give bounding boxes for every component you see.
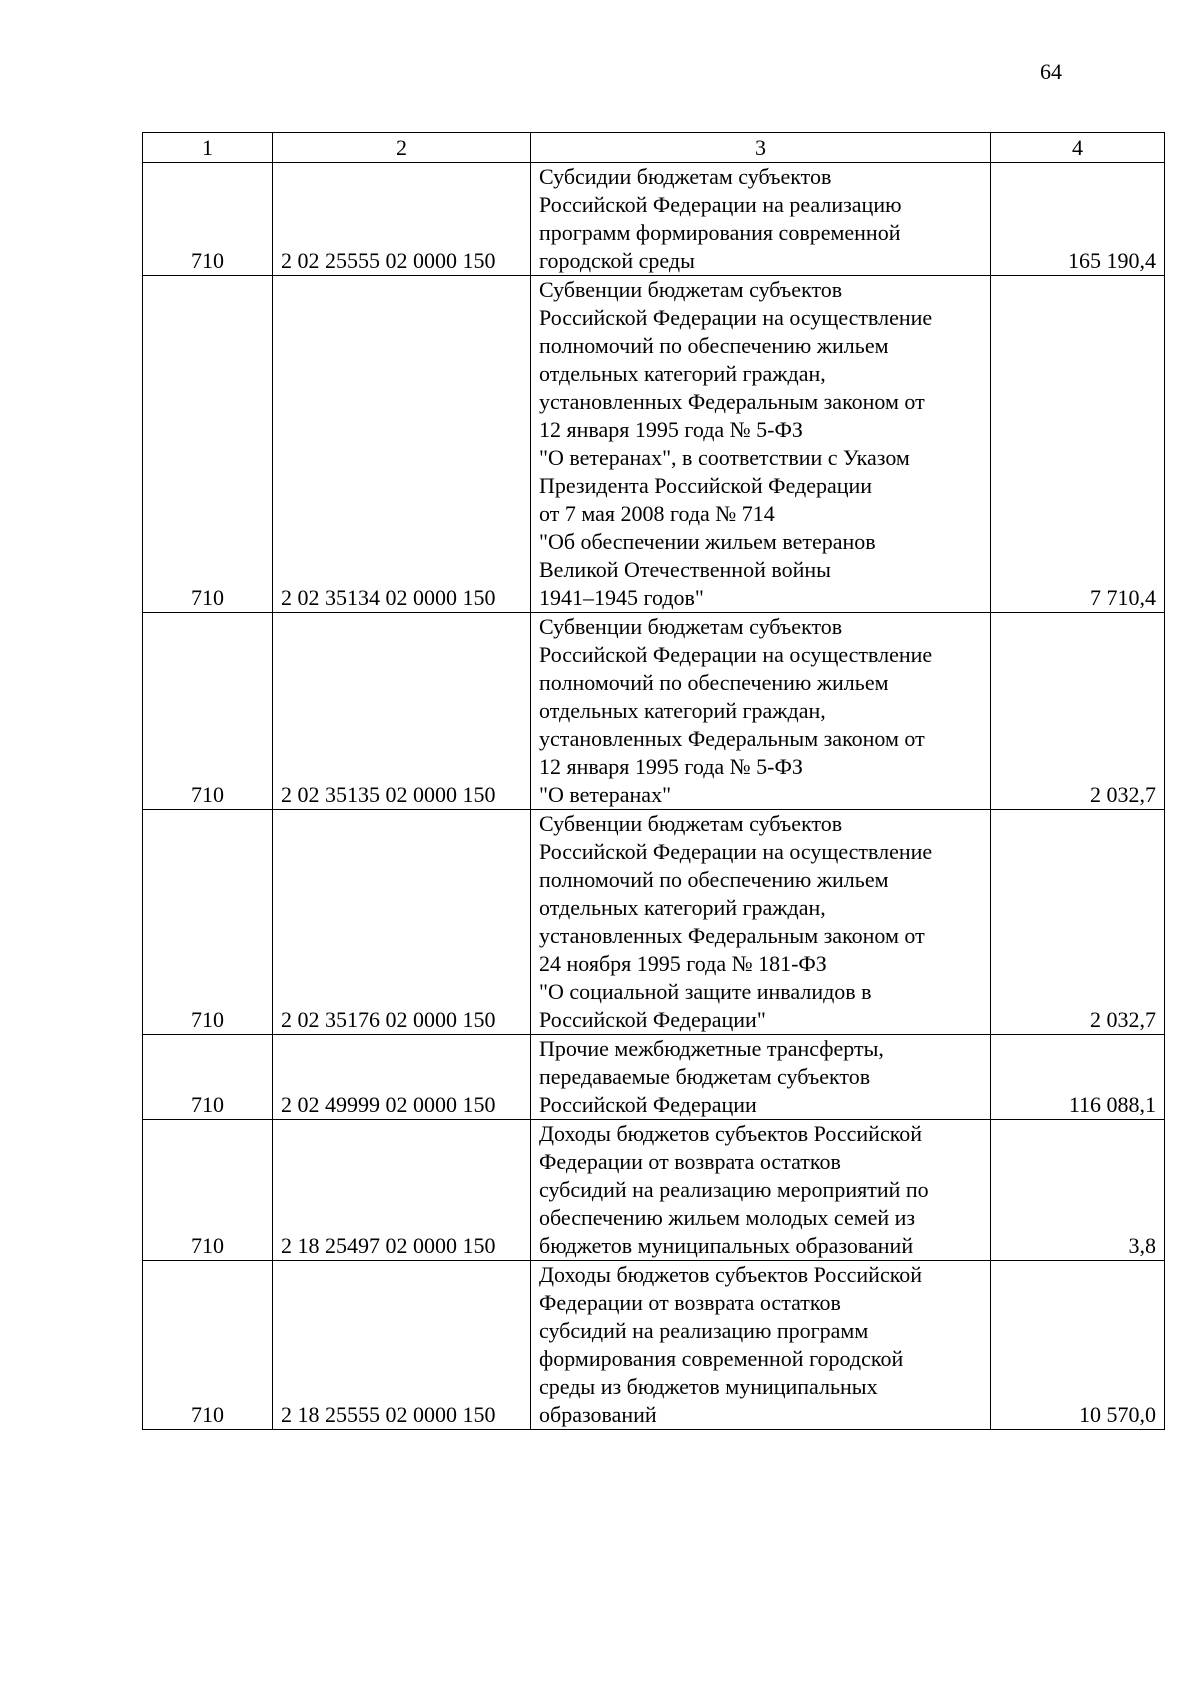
admin-code-cell: 710 [143, 276, 273, 613]
description-cell: Субвенции бюджетам субъектов Российской Федерации на осуществление полномочий по обеспечению жильем отдельных категорий граждан, установленных Федеральным законом от 12 января 1995 года № 5-ФЗ "О ветеранах" [531, 613, 991, 810]
admin-code-cell: 710 [143, 1261, 273, 1430]
page-number: 64 [1040, 59, 1062, 84]
column-header-4: 4 [991, 133, 1165, 163]
table-row [143, 1261, 1165, 1430]
revenue-code-cell: 2 02 49999 02 0000 150 [273, 1035, 531, 1120]
description-cell: Субвенции бюджетам субъектов Российской Федерации на осуществление полномочий по обеспечению жильем отдельных категорий граждан, установленных Федеральным законом от 24 ноября 1995 года № 181-ФЗ "О социальной защите инвалидов в Российской Федерации" [531, 810, 991, 1035]
table-body [143, 163, 1165, 1430]
revenue-code-cell: 2 02 35135 02 0000 150 [273, 613, 531, 810]
column-header-3: 3 [531, 133, 991, 163]
table-row [143, 1120, 1165, 1261]
amount-cell: 2 032,7 [991, 613, 1165, 810]
amount-cell: 165 190,4 [991, 163, 1165, 276]
description-cell: Субсидии бюджетам субъектов Российской Федерации на реализацию программ формирования современной городской среды [531, 163, 991, 276]
revenue-code-cell: 2 02 35134 02 0000 150 [273, 276, 531, 613]
description-cell: Субвенции бюджетам субъектов Российской Федерации на осуществление полномочий по обеспечению жильем отдельных категорий граждан, установленных Федеральным законом от 12 января 1995 года № 5-ФЗ "О ветеранах", в соответствии с Указом Президента Российской Федерации от 7 мая 2008 года № 714 "Об обеспечении жильем ветеранов Великой Отечественной войны 1941–1945 годов" [531, 276, 991, 613]
revenue-table [142, 132, 1165, 1430]
admin-code-cell: 710 [143, 810, 273, 1035]
description-cell: Доходы бюджетов субъектов Российской Федерации от возврата остатков субсидий на реализацию программ формирования современной городской среды из бюджетов муниципальных образований [531, 1261, 991, 1430]
amount-cell: 2 032,7 [991, 810, 1165, 1035]
admin-code-cell: 710 [143, 613, 273, 810]
amount-cell: 116 088,1 [991, 1035, 1165, 1120]
column-header-1: 1 [143, 133, 273, 163]
table-row [143, 163, 1165, 276]
admin-code-cell: 710 [143, 1120, 273, 1261]
table-row [143, 276, 1165, 613]
header-row [143, 133, 1165, 163]
table-row [143, 613, 1165, 810]
description-cell: Доходы бюджетов субъектов Российской Федерации от возврата остатков субсидий на реализацию мероприятий по обеспечению жильем молодых семей из бюджетов муниципальных образований [531, 1120, 991, 1261]
amount-cell: 7 710,4 [991, 276, 1165, 613]
revenue-code-cell: 2 02 25555 02 0000 150 [273, 163, 531, 276]
revenue-code-cell: 2 18 25555 02 0000 150 [273, 1261, 531, 1430]
amount-cell: 10 570,0 [991, 1261, 1165, 1430]
revenue-code-cell: 2 02 35176 02 0000 150 [273, 810, 531, 1035]
admin-code-cell: 710 [143, 163, 273, 276]
column-header-2: 2 [273, 133, 531, 163]
table-row [143, 810, 1165, 1035]
revenue-code-cell: 2 18 25497 02 0000 150 [273, 1120, 531, 1261]
table-row [143, 1035, 1165, 1120]
description-cell: Прочие межбюджетные трансферты, передаваемые бюджетам субъектов Российской Федерации [531, 1035, 991, 1120]
amount-cell: 3,8 [991, 1120, 1165, 1261]
admin-code-cell: 710 [143, 1035, 273, 1120]
table-header [143, 133, 1165, 163]
